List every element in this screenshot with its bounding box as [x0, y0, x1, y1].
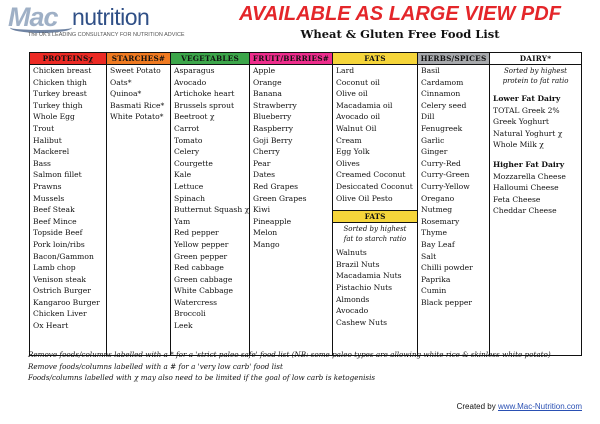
herb-item: Cinnamon [421, 89, 461, 99]
nut-item: Pistachio Nuts [336, 282, 393, 292]
vegetable-item: Artichoke heart [174, 89, 235, 99]
nut-item: Walnuts [336, 248, 367, 258]
protein-item: Chicken breast [33, 66, 92, 75]
nuts-fats-subheader: FATS [333, 210, 417, 223]
starch-item: Sweet Potato [110, 66, 161, 75]
vegetable-item: Kale [174, 170, 192, 180]
column-header-proteins: PROTEINSχ [30, 53, 107, 65]
protein-item: Mussels [33, 193, 65, 203]
dairy-column [490, 65, 582, 356]
nut-item: Almonds [336, 294, 370, 304]
protein-item: Bacon/Gammon [33, 251, 94, 261]
table-body-row [30, 65, 582, 356]
fruit-item: Pear [253, 158, 271, 168]
large-view-pdf-link[interactable]: AVAILABLE AS LARGE VIEW PDF [239, 3, 561, 25]
fruit-item: Dates [253, 170, 276, 180]
fruit-item: Mango [253, 239, 280, 249]
starch-item: White Potato* [110, 112, 164, 122]
higher-fat-dairy-heading: Higher Fat Dairy [493, 159, 565, 169]
nut-item: Cashew Nuts [336, 317, 388, 327]
nut-item: Avocado [336, 306, 369, 316]
fruit-berries-column [250, 65, 333, 356]
herb-item: Oregano [421, 193, 455, 203]
protein-item: Venison steak [33, 274, 86, 284]
dairy-sort-note: Sorted by highest protein to fat ratio [502, 67, 569, 85]
herb-item: Black pepper [421, 297, 473, 307]
table-header-row [30, 53, 582, 65]
proteins-column [30, 65, 107, 356]
fat-item: Creamed Coconut [336, 170, 406, 180]
herb-item: Cumin [421, 286, 447, 296]
food-list-table [29, 52, 582, 356]
vegetable-item: Watercress [174, 297, 218, 307]
vegetable-item: White Cabbage [174, 286, 234, 296]
protein-item: Trout [33, 123, 55, 133]
starch-item: Oats* [110, 77, 132, 87]
protein-item: Halibut [33, 135, 62, 145]
vegetable-item: Tomato [174, 135, 203, 145]
herb-item: Fenugreek [421, 123, 463, 133]
herb-item: Garlic [421, 135, 445, 145]
fruit-item: Melon [253, 228, 278, 238]
herb-item: Celery seed [421, 100, 467, 110]
fruit-item: Kiwi [253, 205, 271, 215]
protein-item: Prawns [33, 181, 62, 191]
vegetable-item: Broccoli [174, 309, 206, 319]
herb-item: Cardamom [421, 77, 464, 87]
fruit-item: Raspberry [253, 123, 294, 133]
protein-item: Beef Mince [33, 216, 77, 226]
nut-item: Macadamia Nuts [336, 271, 402, 281]
vegetable-item: Brussels sprout [174, 100, 235, 110]
vegetable-item: Yellow pepper [174, 239, 229, 249]
fat-item: Egg Yolk [336, 147, 370, 157]
footnotes [28, 349, 551, 384]
footnote-paleo: Remove foods/columns labelled with a * for a 'strict paleo safe' food list (NB: some paleo types are allowing white rice & skinless white potato) [28, 350, 551, 359]
herb-item: Curry-Green [421, 170, 470, 180]
protein-item: Topside Beef [33, 228, 83, 238]
higher-fat-dairy-item: Halloumi Cheese [493, 183, 559, 193]
starch-item: Basmati Rice* [110, 100, 165, 110]
protein-item: Beef Steak [33, 205, 75, 215]
fat-item: Cream [336, 135, 362, 145]
vegetable-item: Courgette [174, 158, 213, 168]
vegetable-item: Lettuce [174, 181, 204, 191]
fat-item: Avocado oil [336, 112, 381, 122]
credit-prefix: Created by [456, 402, 496, 411]
credit-line [457, 402, 582, 411]
starches-column [107, 65, 171, 356]
vegetable-item: Red cabbage [174, 263, 224, 273]
vegetable-item: Leek [174, 321, 193, 331]
fruit-item: Red Grapes [253, 181, 298, 191]
herb-item: Salt [421, 251, 437, 261]
fruit-item: Green Grapes [253, 193, 307, 203]
lower-fat-dairy-heading: Lower Fat Dairy [493, 94, 561, 103]
fruit-item: Pineapple [253, 216, 292, 226]
vegetable-item: Butternut Squash χ [174, 205, 250, 215]
nut-item: Brazil Nuts [336, 259, 380, 269]
logo-mark: Mac [8, 2, 58, 32]
protein-item: Chicken thigh [33, 77, 87, 87]
fruit-item: Strawberry [253, 100, 297, 110]
herb-item: Curry-Red [421, 158, 461, 168]
vegetable-item: Red pepper [174, 228, 219, 238]
fat-item: Macadamia oil [336, 100, 393, 110]
lower-fat-dairy-item: Natural Yoghurt χ [493, 128, 563, 138]
starch-item: Quinoa* [110, 89, 142, 99]
lower-fat-dairy-item: Greek Yoghurt [493, 117, 549, 127]
vegetable-item: Spinach [174, 193, 206, 203]
logo-tagline: The UK's LEADING CONSULTANCY FOR NUTRITION ADVICE [28, 32, 185, 38]
fat-item: Olive oil [336, 89, 368, 99]
column-header-herbs-spices: HERBS/SPICES [418, 53, 490, 65]
herb-item: Basil [421, 66, 440, 75]
vegetable-item: Carrot [174, 123, 200, 133]
herb-item: Rosemary [421, 216, 460, 226]
herb-item: Paprika [421, 274, 451, 284]
herb-item: Nutmeg [421, 205, 453, 215]
column-header-vegetables: VEGETABLES [171, 53, 250, 65]
vegetable-item: Avocado [174, 77, 207, 87]
vegetable-item: Asparagus [174, 66, 215, 75]
fruit-item: Goji Berry [253, 135, 293, 145]
protein-item: Ostrich Burger [33, 286, 91, 296]
protein-item: Mackerel [33, 147, 70, 157]
page-title: Wheat & Gluten Free Food List [300, 27, 500, 41]
fruit-item: Orange [253, 77, 282, 87]
protein-item: Pork loin/ribs [33, 239, 85, 249]
vegetable-item: Green pepper [174, 251, 228, 261]
fat-item: Olives [336, 158, 360, 168]
mac-nutrition-logo [8, 4, 193, 40]
fat-item: Desiccated Coconut [336, 181, 413, 191]
higher-fat-dairy-item: Cheddar Cheese [493, 206, 557, 216]
vegetable-item: Beetroot χ [174, 112, 215, 122]
fruit-item: Cherry [253, 147, 280, 157]
vegetable-item: Celery [174, 147, 200, 157]
vegetable-item: Green cabbage [174, 274, 233, 284]
protein-item: Kangaroo Burger [33, 297, 100, 307]
fruit-item: Blueberry [253, 112, 292, 122]
fruit-item: Banana [253, 89, 282, 99]
herb-item: Chilli powder [421, 263, 473, 273]
vegetable-item: Yam [174, 216, 191, 226]
footnote-ketogenic: Foods/columns labelled with χ may also need to be limited if the goal of low carb is ketogenisis [28, 373, 376, 382]
protein-item: Bass [33, 158, 51, 168]
fruit-item: Apple [253, 66, 276, 75]
logo-name: nutrition [72, 4, 150, 30]
herb-item: Dill [421, 112, 435, 122]
higher-fat-dairy-item: Mozzarella Cheese [493, 171, 566, 181]
herb-item: Curry-Yellow [421, 181, 470, 191]
footnote-low-carb: Remove foods/columns labelled with a # for a 'very low carb' food list [28, 361, 283, 371]
nuts-sort-note: Sorted by highest fat to starch ratio [343, 225, 407, 243]
protein-item: Turkey breast [33, 89, 87, 99]
fats-column [333, 65, 418, 356]
fat-item: Coconut oil [336, 77, 380, 87]
vegetables-column [171, 65, 250, 356]
fat-item: Olive Oil Pesto [336, 193, 393, 203]
fat-item: Walnut Oil [336, 123, 377, 133]
column-header-starches: STARCHES# [107, 53, 171, 65]
protein-item: Salmon fillet [33, 170, 82, 180]
herbs-spices-column [418, 65, 490, 356]
column-header-fruit-berries: FRUIT/BERRIES# [250, 53, 333, 65]
protein-item: Ox Heart [33, 321, 69, 331]
column-header-fats: FATS [333, 53, 418, 65]
herb-item: Ginger [421, 147, 448, 157]
higher-fat-dairy-item: Feta Cheese [493, 194, 541, 204]
herb-item: Bay Leaf [421, 239, 455, 249]
protein-item: Lamb chop [33, 263, 76, 273]
protein-item: Chicken Liver [33, 309, 87, 319]
herb-item: Thyme [421, 228, 447, 238]
fat-item: Lard [336, 66, 355, 75]
protein-item: Turkey thigh [33, 100, 83, 110]
mac-nutrition-website-link[interactable]: www.Mac-Nutrition.com [497, 402, 582, 411]
lower-fat-dairy-item: Whole Milk χ [493, 140, 544, 150]
lower-fat-dairy-item: TOTAL Greek 2% [493, 105, 560, 115]
column-header-dairy: DAIRY* [490, 53, 582, 65]
protein-item: Whole Egg [33, 112, 75, 122]
